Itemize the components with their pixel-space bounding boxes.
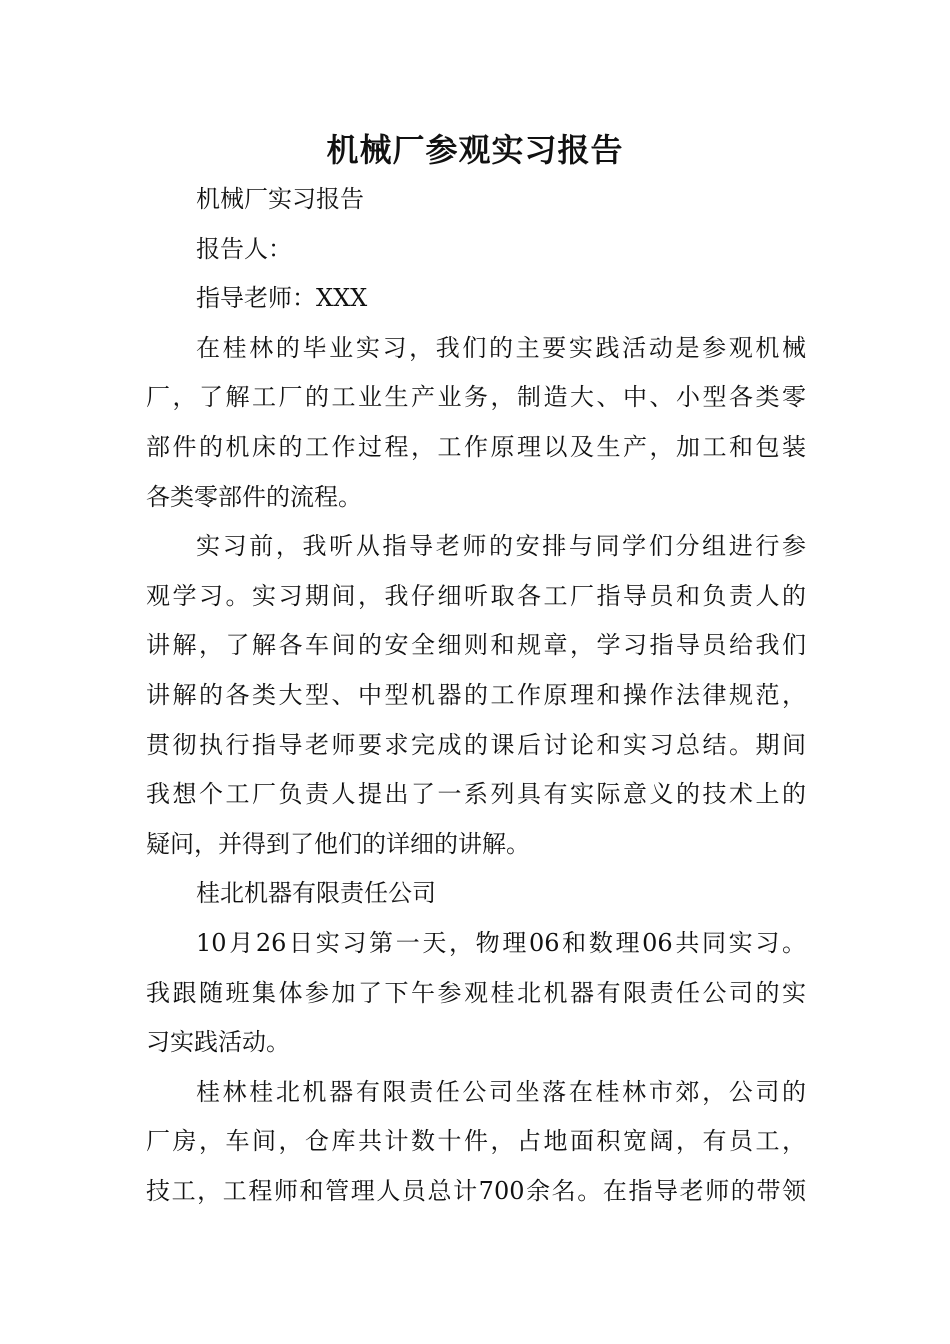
paragraph-line: 桂林桂北机器有限责任公司坐落在桂林市郊，公司的 — [196, 1077, 806, 1106]
paragraph-line: 部件的机床的工作过程，工作原理以及生产，加工和包装 — [146, 432, 806, 461]
paragraph-line: 厂，了解工厂的工业生产业务，制造大、中、小型各类零 — [146, 383, 806, 412]
document-body — [146, 175, 806, 1216]
reporter-line: 报告人： — [196, 234, 292, 263]
paragraph-line: 10月26日实习第一天，物理06和数理06共同实习。 — [196, 928, 806, 957]
subtitle-line: 机械厂实习报告 — [196, 185, 364, 213]
paragraph-line: 在桂林的毕业实习，我们的主要实践活动是参观机械 — [196, 333, 806, 362]
paragraph-line: 我跟随班集体参加了下午参观桂北机器有限责任公司的实 — [146, 978, 806, 1007]
paragraph-line: 技工，工程师和管理人员总计700余名。在指导老师的带领 — [146, 1176, 806, 1205]
paragraph-line: 贯彻执行指导老师要求完成的课后讨论和实习总结。期间 — [146, 730, 806, 759]
paragraph-line: 讲解，了解各车间的安全细则和规章，学习指导员给我们 — [146, 631, 806, 660]
paragraph-line: 厂房，车间，仓库共计数十件，占地面积宽阔，有员工， — [146, 1127, 806, 1156]
paragraph-line: 观学习。实习期间，我仔细听取各工厂指导员和负责人的 — [146, 581, 806, 610]
document-title: 机械厂参观实习报告 — [326, 131, 624, 169]
paragraph-line: 实习前，我听从指导老师的安排与同学们分组进行参 — [196, 532, 806, 561]
advisor-line: 指导老师：XXX — [196, 284, 368, 313]
paragraph-line: 各类零部件的流程。 — [146, 482, 362, 511]
paragraph-line: 讲解的各类大型、中型机器的工作原理和操作法律规范， — [146, 680, 806, 709]
section-heading: 桂北机器有限责任公司 — [196, 879, 436, 908]
paragraph-line: 我想个工厂负责人提出了一系列具有实际意义的技术上的 — [146, 780, 806, 809]
paragraph-line: 疑问，并得到了他们的详细的讲解。 — [146, 829, 530, 858]
paragraph-line: 习实践活动。 — [146, 1028, 290, 1057]
